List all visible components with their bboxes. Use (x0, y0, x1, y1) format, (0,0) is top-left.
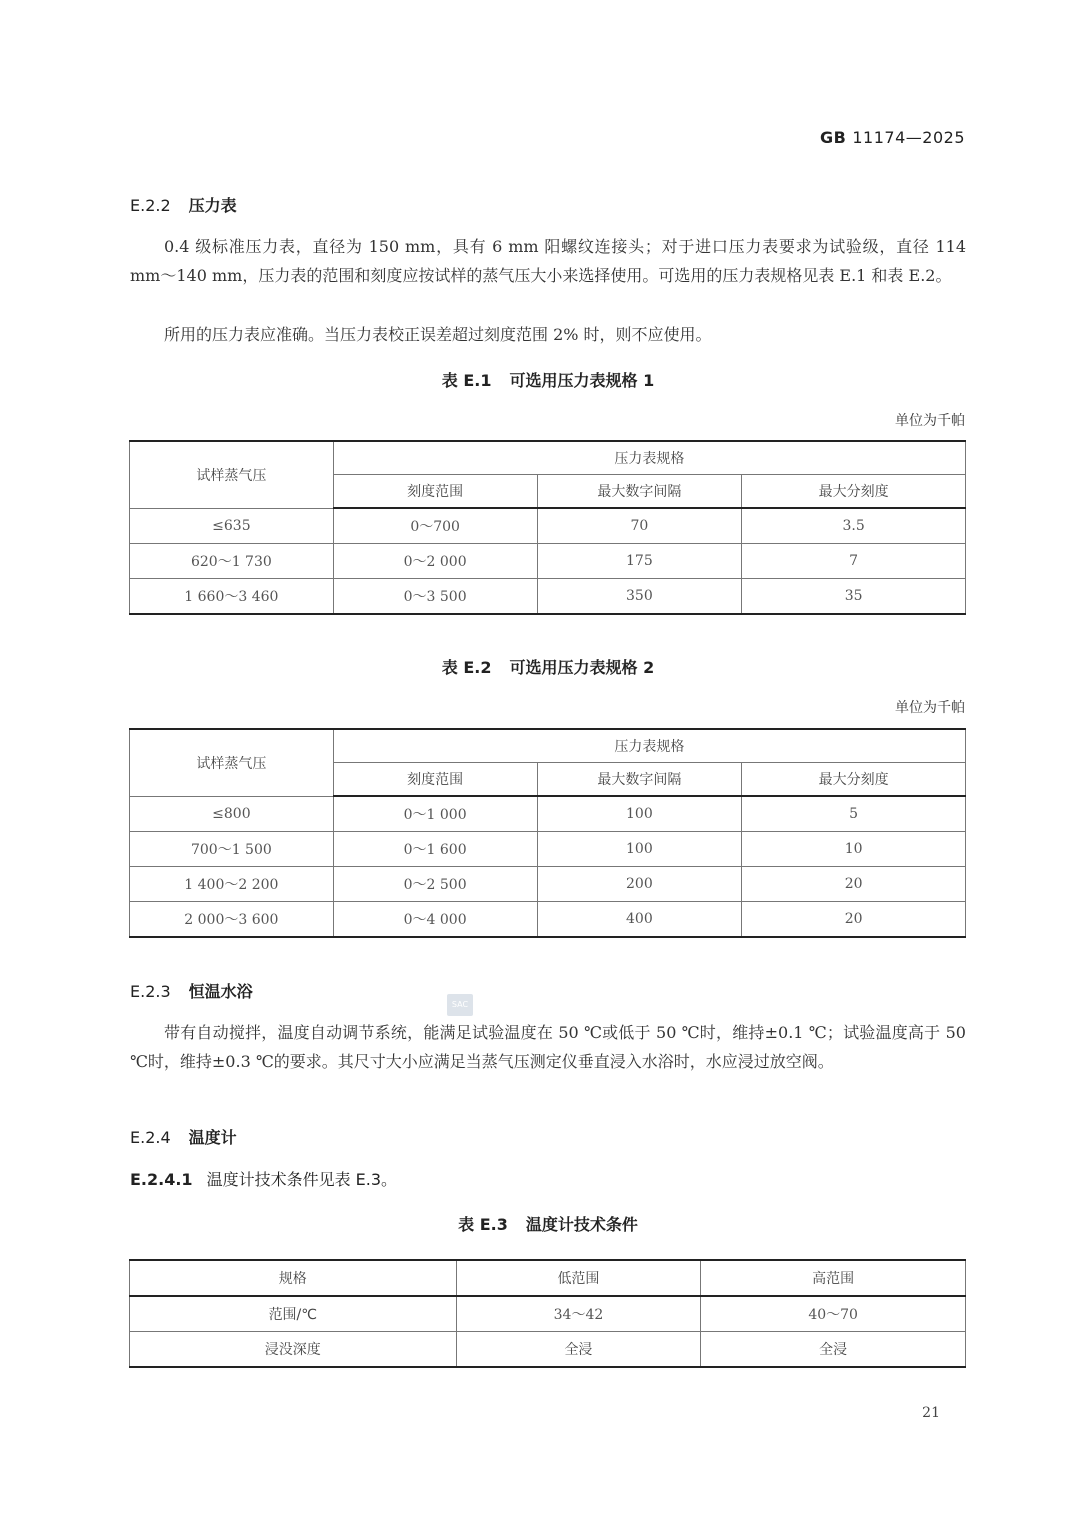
table-cell: 400 (537, 902, 742, 938)
section-number: E.2.3 (130, 982, 171, 1001)
table-cell: 34～42 (456, 1296, 701, 1332)
header-max-division: 最大分刻度 (742, 763, 966, 797)
table-unit-e2: 单位为千帕 (895, 700, 965, 716)
table-cell: 0～700 (333, 508, 537, 544)
table-e2 (129, 728, 966, 938)
page-number: 21 (922, 1405, 940, 1421)
header-gauge-spec: 压力表规格 (333, 729, 965, 763)
header-low-range: 低范围 (456, 1260, 701, 1296)
table-cell: 350 (537, 579, 742, 615)
caption-title: 可选用压力表规格 2 (509, 658, 655, 677)
table-cell: 1 400～2 200 (130, 867, 334, 902)
table-cell: 全浸 (701, 1332, 966, 1368)
table-cell: ≤800 (130, 796, 334, 832)
paragraph-pressure-gauge: 0.4 级标准压力表，直径为 150 mm，具有 6 mm 阳螺纹连接头；对于进口压力表要求为试验级，直径 114 mm～140 mm，压力表的范围和刻度应按试样的蒸气压大小来选择使用。可选用的压力表规格见表 E.1 和表 E.2。 (130, 237, 966, 285)
table-row (130, 902, 966, 938)
table-cell: 200 (537, 867, 742, 902)
table-cell: 10 (742, 832, 966, 867)
table-cell: 全浸 (456, 1332, 701, 1368)
section-heading-e224 (130, 1125, 237, 1148)
table-cell: 70 (537, 508, 742, 544)
standard-code (820, 128, 965, 147)
standard-prefix: GB (819, 128, 847, 147)
table-caption-e2 (130, 655, 966, 678)
table-row (130, 1332, 966, 1368)
header-max-division: 最大分刻度 (742, 475, 966, 509)
table-unit-e1: 单位为千帕 (895, 413, 965, 429)
table-cell: 35 (742, 579, 966, 615)
header-scale-range: 刻度范围 (333, 763, 537, 797)
header-gauge-spec: 压力表规格 (333, 441, 965, 475)
section-title: 恒温水浴 (188, 982, 253, 1001)
caption-number: 表 E.3 (458, 1215, 508, 1234)
table-cell: 2 000～3 600 (130, 902, 334, 938)
table-cell: 40～70 (701, 1296, 966, 1332)
header-scale-range: 刻度范围 (333, 475, 537, 509)
table-cell: 0～2 000 (333, 544, 537, 579)
table-cell: 0～4 000 (333, 902, 537, 938)
table-row (130, 796, 966, 832)
caption-title: 可选用压力表规格 1 (509, 371, 655, 390)
clause-text: 温度计技术条件见表 E.3。 (206, 1170, 398, 1189)
table-cell: 175 (537, 544, 742, 579)
table-caption-e1 (130, 368, 966, 391)
table-cell: 100 (537, 796, 742, 832)
table-cell: 620～1 730 (130, 544, 334, 579)
header-sample-vapor-pressure: 试样蒸气压 (130, 441, 334, 508)
table-cell: 0～1 000 (333, 796, 537, 832)
table-cell: 0～3 500 (333, 579, 537, 615)
caption-title: 温度计技术条件 (525, 1215, 638, 1234)
table-cell: 100 (537, 832, 742, 867)
table-cell: ≤635 (130, 508, 334, 544)
table-row (130, 508, 966, 544)
table-cell: 浸没深度 (130, 1332, 457, 1368)
table-row (130, 579, 966, 615)
table-cell: 5 (742, 796, 966, 832)
table-row (130, 832, 966, 867)
table-cell: 0～1 600 (333, 832, 537, 867)
section-number: E.2.2 (130, 196, 171, 215)
section-heading-e222 (130, 193, 237, 216)
section-heading-e223 (130, 979, 253, 1002)
section-title: 压力表 (188, 196, 237, 215)
paragraph-gauge-accuracy: 所用的压力表应准确。当压力表校正误差超过刻度范围 2% 时，则不应使用。 (164, 325, 712, 344)
table-cell: 20 (742, 867, 966, 902)
table-cell: 7 (742, 544, 966, 579)
header-high-range: 高范围 (701, 1260, 966, 1296)
table-e3 (129, 1259, 966, 1368)
table-cell: 700～1 500 (130, 832, 334, 867)
clause-e2241 (130, 1167, 397, 1190)
paragraph-water-bath: 带有自动搅拌，温度自动调节系统，能满足试验温度在 50 ℃或低于 50 ℃时，维持±0.1 ℃；试验温度高于 50 ℃时，维持±0.3 ℃的要求。其尺寸大小应满足当蒸气压测定仪垂直浸入水浴时，水应浸过放空阀。 (130, 1023, 966, 1071)
section-number: E.2.4 (130, 1128, 171, 1147)
table-e1 (129, 440, 966, 615)
header-spec: 规格 (130, 1260, 457, 1296)
header-max-digit-interval: 最大数字间隔 (537, 763, 742, 797)
header-max-digit-interval: 最大数字间隔 (537, 475, 742, 509)
table-cell: 20 (742, 902, 966, 938)
table-cell: 3.5 (742, 508, 966, 544)
table-row (130, 544, 966, 579)
watermark-logo: SAC (447, 994, 473, 1016)
header-sample-vapor-pressure: 试样蒸气压 (130, 729, 334, 796)
table-cell: 1 660～3 460 (130, 579, 334, 615)
caption-number: 表 E.1 (441, 371, 492, 390)
caption-number: 表 E.2 (441, 658, 492, 677)
section-title: 温度计 (188, 1128, 237, 1147)
table-cell: 范围/℃ (130, 1296, 457, 1332)
table-cell: 0～2 500 (333, 867, 537, 902)
clause-number: E.2.4.1 (130, 1170, 193, 1189)
table-row (130, 867, 966, 902)
standard-number: 11174—2025 (852, 128, 965, 147)
table-row (130, 1296, 966, 1332)
table-caption-e3 (130, 1212, 966, 1235)
